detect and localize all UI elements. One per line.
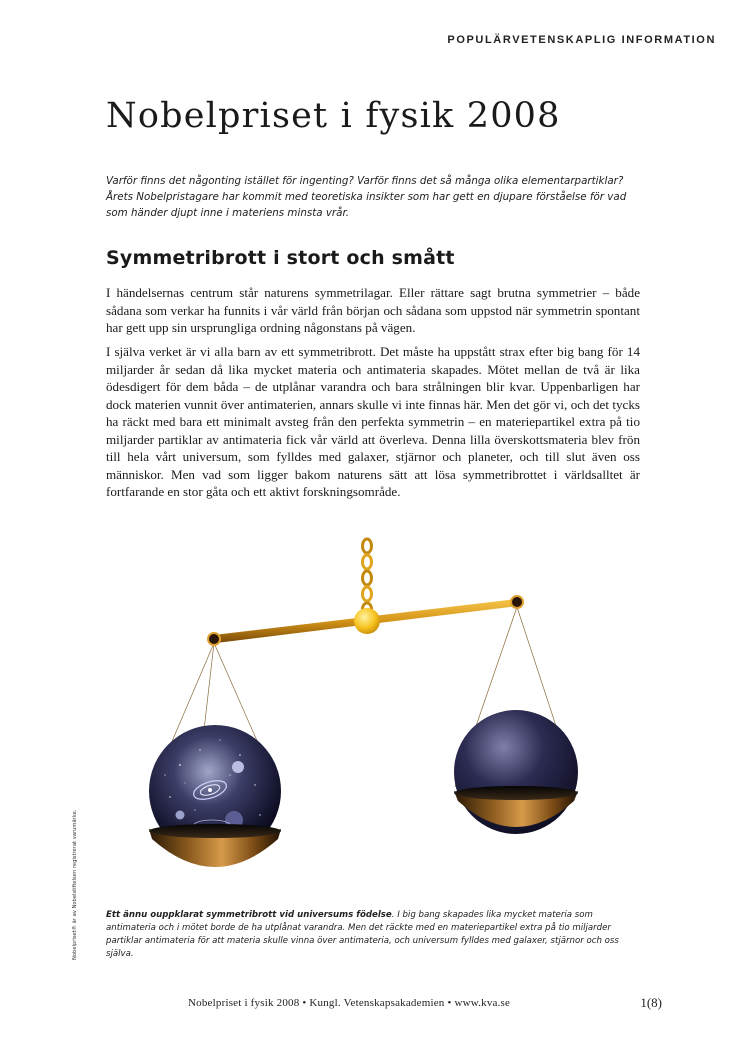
chain xyxy=(363,539,372,615)
page-title: Nobelpriset i fysik 2008 xyxy=(106,96,561,136)
caption-text: . I big bang skapades lika mycket materia som antimateria och i mötet borde de ha utplånat varandra. Men det räckte med en materiepartikel extra på tio miljarder partiklar antimateria för att materia skulle vinna över antimateria, och universum fylldes med galaxer, stjärnor och oss själva. xyxy=(106,910,619,959)
section-label: POPULÄRVETENSKAPLIG INFORMATION xyxy=(447,34,716,46)
lead-paragraph: Varför finns det någonting istället för ingenting? Varför finns det så många olika elementarpartiklar? Årets Nobelpristagare har kommit med teoretiska insikter som har gett en djupare förståelse för vad som händer djupt inne i materiens minsta vrår. xyxy=(106,175,627,219)
figure-caption xyxy=(106,909,640,961)
page-number: 1(8) xyxy=(640,995,662,1010)
left-pan-universe xyxy=(149,725,281,867)
left-hook xyxy=(208,633,220,645)
body-paragraph-2: I själva verket är vi alla barn av ett symmetribrott. Det måste ha uppstått strax efter big bang för 14 miljarder år sedan då lika mycket materia och antimateria skapades. Mötet mellan de två är lika ödesdigert för dem båda – de utplånar varandra och bara strålningen blir kvar. Uppenbarligen har dock materien vunnit över antimaterien, annars skulle vi inte finnas här. Men det gör vi, och det tycks ha räckt med bara ett minimalt avsteg från den perfekta symmetrin – en materiepartikel extra på tio miljarder partiklar av antimateria fick vår värld att överleva. Denna lilla överskottsmateria blev frön till hela vårt universum, som fylldes med galaxer, stjärnor och planeter, och till slut även oss människor. Men vad som ligger bakom naturens sätt att lösa symmetribrottet i världsalltet är fortfarande en stor gåta och ett aktivt forskningsområde. xyxy=(106,344,640,499)
footer-text: Nobelpriset i fysik 2008 • Kungl. Vetenskapsakademien • www.kva.se xyxy=(188,997,511,1009)
caption-title: Ett ännu ouppklarat symmetribrott vid universums födelse xyxy=(106,910,392,920)
right-pan-dark xyxy=(454,710,578,834)
right-hook xyxy=(511,596,523,608)
body-paragraph-1: I händelsernas centrum står naturens symmetrilagar. Eller rättare sagt brutna symmetrier – både sådana som verkar ha funnits i vår värld från början och sådana som uppstod när symmetrin spontant har gett upp sin ursprungliga ordning någonstans på vägen. xyxy=(106,285,640,335)
balance-scale-illustration xyxy=(140,535,600,880)
pivot xyxy=(354,608,380,634)
trademark-note: Nobelpriset® är av Nobelstiftelsen registrerat varumärke. xyxy=(72,809,78,960)
section-heading: Symmetribrott i stort och smått xyxy=(106,247,455,269)
